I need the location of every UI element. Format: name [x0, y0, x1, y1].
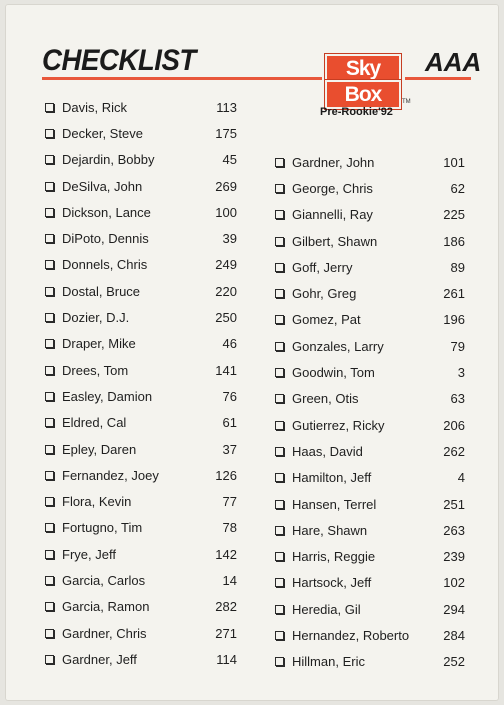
page-title: CHECKLIST: [42, 44, 196, 77]
checkbox-icon[interactable]: [45, 208, 54, 217]
checklist-row: [45, 252, 237, 278]
checklist-row: [45, 462, 237, 488]
card-number: 126: [215, 467, 237, 483]
trademark-mark: TM: [402, 99, 411, 105]
player-name: Dickson, Lance: [62, 204, 151, 220]
player-name: Dostal, Bruce: [62, 283, 141, 299]
player-name: Hare, Shawn: [292, 522, 368, 538]
player-name: Gutierrez, Ricky: [292, 417, 385, 433]
checkbox-icon[interactable]: [45, 313, 54, 322]
card-number: 142: [215, 546, 237, 562]
checkbox-icon[interactable]: [45, 523, 54, 532]
checklist-row: [275, 517, 465, 543]
checklist-row: [275, 596, 465, 622]
card-number: 141: [215, 362, 237, 378]
checkbox-icon[interactable]: [45, 576, 54, 585]
card-number: 100: [215, 204, 237, 220]
checkbox-icon[interactable]: [275, 631, 284, 640]
checklist-row: [275, 622, 465, 648]
checklist-row: [275, 307, 465, 333]
checkbox-icon[interactable]: [275, 657, 284, 666]
player-name: Gohr, Greg: [292, 286, 357, 302]
player-name: Epley, Daren: [62, 441, 137, 457]
title-underline-left: [42, 77, 322, 80]
checklist-row: [45, 567, 237, 593]
checkbox-icon[interactable]: [275, 578, 284, 587]
checklist-row: [45, 594, 237, 620]
player-name: Davis, Rick: [62, 99, 128, 115]
player-name: Hamilton, Jeff: [292, 470, 372, 486]
card-number: 225: [443, 207, 465, 223]
checkbox-icon[interactable]: [45, 103, 54, 112]
checklist-row: [275, 228, 465, 254]
logo-sky-box: Sky: [325, 54, 401, 83]
card-number: 261: [443, 286, 465, 302]
checklist-row: [275, 570, 465, 596]
checkbox-icon[interactable]: [275, 605, 284, 614]
checkbox-icon[interactable]: [45, 497, 54, 506]
checkbox-icon[interactable]: [275, 263, 284, 272]
checkbox-icon[interactable]: [275, 368, 284, 377]
player-name: Drees, Tom: [62, 362, 129, 378]
player-name: Dozier, D.J.: [62, 310, 130, 326]
card-number: 3: [457, 365, 465, 381]
player-name: Fernandez, Joey: [62, 467, 159, 483]
player-name: Harris, Reggie: [292, 549, 376, 565]
card-number: 77: [222, 494, 237, 510]
player-name: DiPoto, Dennis: [62, 231, 149, 247]
checklist-row: [275, 254, 465, 280]
card-number: 175: [215, 125, 237, 141]
card-number: 249: [215, 257, 237, 273]
checkbox-icon[interactable]: [45, 392, 54, 401]
card-number: 102: [443, 575, 465, 591]
checklist-row: [275, 359, 465, 385]
checklist-row: [275, 438, 465, 464]
player-name: Eldred, Cal: [62, 415, 127, 431]
player-name: DeSilva, John: [62, 178, 143, 194]
card-number: 220: [215, 283, 237, 299]
card-number: 39: [222, 231, 237, 247]
checklist-row: [275, 649, 465, 675]
player-name: Hansen, Terrel: [292, 496, 377, 512]
checkbox-icon[interactable]: [45, 182, 54, 191]
skybox-logo: [319, 54, 411, 118]
checklist-row: [45, 488, 237, 514]
player-name: Donnels, Chris: [62, 257, 148, 273]
player-name: Garcia, Carlos: [62, 572, 146, 588]
player-name: Fortugno, Tim: [62, 520, 143, 536]
card-number: 89: [450, 259, 465, 275]
card-number: 113: [216, 99, 237, 115]
title-underline-right: [405, 77, 471, 80]
player-name: Giannelli, Ray: [292, 207, 373, 223]
card-number: 114: [216, 651, 237, 667]
checkbox-icon[interactable]: [45, 339, 54, 348]
checklist-row: [45, 646, 237, 672]
player-name: Hillman, Eric: [292, 654, 365, 670]
card-number: 269: [215, 178, 237, 194]
card-number: 76: [222, 388, 237, 404]
checkbox-icon[interactable]: [45, 445, 54, 454]
checklist-row: [275, 149, 465, 175]
card-number: 252: [443, 654, 465, 670]
checkbox-icon[interactable]: [275, 315, 284, 324]
player-name: Easley, Damion: [62, 388, 153, 404]
card-number: 186: [443, 233, 465, 249]
checkbox-icon[interactable]: [275, 237, 284, 246]
card-number: 239: [443, 549, 465, 565]
checkbox-icon[interactable]: [275, 447, 284, 456]
checklist-row: [45, 304, 237, 330]
logo-box-box: Box: [325, 80, 401, 109]
checkbox-icon[interactable]: [45, 129, 54, 138]
checkbox-icon[interactable]: [45, 234, 54, 243]
player-name: Haas, David: [292, 443, 363, 459]
checkbox-icon[interactable]: [45, 260, 54, 269]
checkbox-icon[interactable]: [275, 526, 284, 535]
card-number: 45: [222, 152, 237, 168]
player-name: Frye, Jeff: [62, 546, 116, 562]
card-number: 101: [443, 154, 465, 170]
checklist-card: [5, 4, 499, 701]
checkbox-icon[interactable]: [45, 366, 54, 375]
player-name: Hartsock, Jeff: [292, 575, 372, 591]
player-name: Green, Otis: [292, 391, 359, 407]
checklist-row: [45, 199, 237, 225]
checklist-row: [45, 94, 237, 120]
card-number: 206: [443, 417, 465, 433]
checklist-row: [45, 147, 237, 173]
card-number: 62: [450, 180, 465, 196]
checkbox-icon[interactable]: [275, 421, 284, 430]
player-name: Draper, Mike: [62, 336, 136, 352]
card-number: 262: [443, 443, 465, 459]
checklist-row: [45, 383, 237, 409]
checkbox-icon[interactable]: [45, 155, 54, 164]
checklist-row: [275, 175, 465, 201]
checklist-row: [275, 543, 465, 569]
checklist-row: [45, 225, 237, 251]
checklist-right-column: [275, 149, 465, 675]
checkbox-icon[interactable]: [275, 184, 284, 193]
checkbox-icon[interactable]: [45, 287, 54, 296]
card-number: 294: [443, 601, 465, 617]
player-name: Hernandez, Roberto: [292, 627, 410, 643]
card-number: 63: [450, 391, 465, 407]
checklist-row: [45, 173, 237, 199]
card-number: 196: [443, 312, 465, 328]
card-number: 46: [222, 336, 237, 352]
checkbox-icon[interactable]: [275, 500, 284, 509]
checkbox-icon[interactable]: [275, 552, 284, 561]
checkbox-icon[interactable]: [275, 158, 284, 167]
player-name: Gardner, Chris: [62, 625, 147, 641]
player-name: Gardner, Jeff: [62, 651, 137, 667]
player-name: Dejardin, Bobby: [62, 152, 155, 168]
player-name: Gomez, Pat: [292, 312, 361, 328]
checklist-left-column: [45, 94, 237, 673]
player-name: Gilbert, Shawn: [292, 233, 378, 249]
card-number: 79: [450, 338, 465, 354]
checkbox-icon[interactable]: [275, 289, 284, 298]
checklist-row: [275, 280, 465, 306]
logo-tagline: Pre-Rookie'92: [320, 106, 393, 118]
checkbox-icon[interactable]: [275, 342, 284, 351]
level-label: AAA: [425, 47, 482, 77]
checklist-row: [45, 357, 237, 383]
checkbox-icon[interactable]: [45, 418, 54, 427]
card-number: 37: [222, 441, 237, 457]
checklist-row: [275, 333, 465, 359]
card-number: 271: [215, 625, 237, 641]
card-number: 4: [457, 470, 465, 486]
player-name: Gonzales, Larry: [292, 338, 384, 354]
checklist-row: [275, 491, 465, 517]
card-number: 61: [222, 415, 237, 431]
checkbox-icon[interactable]: [275, 473, 284, 482]
card-number: 14: [222, 572, 237, 588]
checkbox-icon[interactable]: [45, 602, 54, 611]
checkbox-icon[interactable]: [45, 550, 54, 559]
checkbox-icon[interactable]: [275, 210, 284, 219]
player-name: Gardner, John: [292, 154, 375, 170]
player-name: Flora, Kevin: [62, 494, 132, 510]
checklist-row: [275, 465, 465, 491]
player-name: Goff, Jerry: [292, 259, 353, 275]
checkbox-icon[interactable]: [45, 629, 54, 638]
checklist-row: [45, 410, 237, 436]
player-name: Decker, Steve: [62, 125, 143, 141]
checkbox-icon[interactable]: [45, 655, 54, 664]
card-number: 284: [443, 627, 465, 643]
checklist-row: [45, 120, 237, 146]
checklist-row: [45, 515, 237, 541]
card-number: 263: [443, 522, 465, 538]
checklist-row: [275, 412, 465, 438]
checklist-row: [45, 541, 237, 567]
checkbox-icon[interactable]: [275, 394, 284, 403]
checklist-row: [275, 202, 465, 228]
checklist-row: [45, 331, 237, 357]
checklist-row: [45, 278, 237, 304]
player-name: Goodwin, Tom: [292, 365, 375, 381]
checklist-row: [275, 386, 465, 412]
card-number: 251: [443, 496, 465, 512]
card-number: 78: [222, 520, 237, 536]
card-number: 250: [215, 310, 237, 326]
card-number: 282: [215, 599, 237, 615]
player-name: Heredia, Gil: [292, 601, 361, 617]
checklist-row: [45, 620, 237, 646]
checkbox-icon[interactable]: [45, 471, 54, 480]
player-name: Garcia, Ramon: [62, 599, 150, 615]
player-name: George, Chris: [292, 180, 373, 196]
checklist-row: [45, 436, 237, 462]
